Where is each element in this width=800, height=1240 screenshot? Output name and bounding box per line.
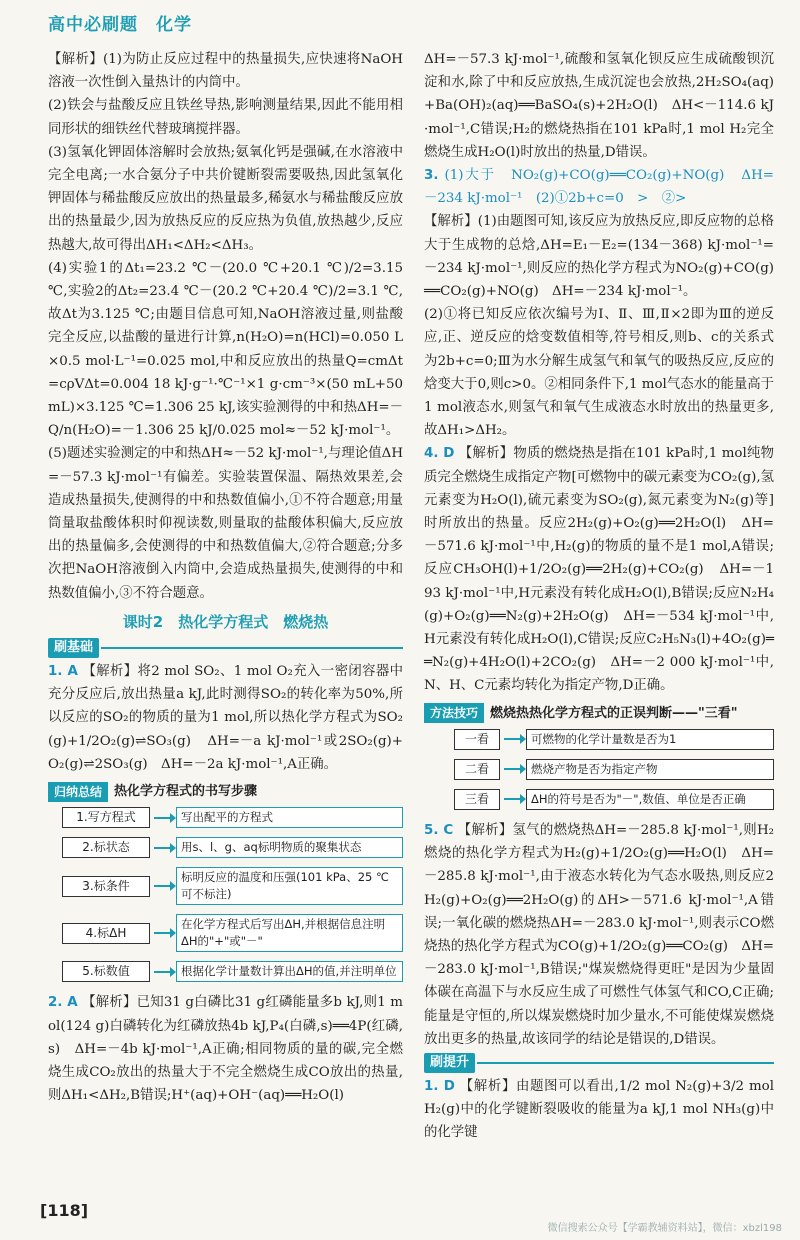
check-key: 二看: [454, 759, 500, 780]
step-value: 标明反应的温度和压强(101 kPa、25 ℃可不标注): [176, 867, 403, 905]
step-key: 3.标条件: [62, 876, 150, 897]
arrow-icon: [154, 847, 172, 849]
paragraph: 【解析】(1)由题图可知,该反应为放热反应,即反应物的总格大于生成物的总焓,ΔH=E₁－E₂=(134－368) kJ·mol⁻¹=－234 kJ·mol⁻¹,则反应的热化学方程式为NO₂(g)+CO(g)══CO₂(g)+NO(g) ΔH=－234 kJ·mol⁻¹。: [424, 214, 774, 300]
answer-text: 【解析】将2 mol SO₂、1 mol O₂充入一密闭容器中充分反应后,放出热量a kJ,此时测得SO₂的转化率为50%,所以反应的SO₂的物质的量为1 mol,所以热化学方程式为SO₂(g)+1/2O₂(g)⇌SO₃(g) ΔH=－a kJ·mol⁻¹或2SO₂(g)+O₂(g)⇌2SO₃(g) ΔH=－2a kJ·mol⁻¹,A正确。: [48, 664, 404, 772]
paragraph: (5)题述实验测定的中和热ΔH≈－52 kJ·mol⁻¹,与理论值ΔH=－57.3 kJ·mol⁻¹有偏差。实验装置保温、隔热效果差,会造成热量损失,使测得的中和热数值偏小,①不符合题意;用量筒量取盐酸体积时仰视读数,则量取的盐酸体积偏大,反应放出的热量偏多,会使测得的中和热数值偏大,②符合题意;分多次把NaOH溶液倒入内筒中,会造成热量损失,使测得的中和热数值偏小,③不符合题意。: [48, 446, 403, 601]
check-value: ΔH的符号是否为"－",数值、单位是否正确: [526, 789, 774, 810]
step-row: [62, 961, 403, 982]
question-answer: [424, 819, 774, 1051]
step-key: 5.标数值: [62, 961, 150, 982]
arrow-icon: [504, 768, 522, 770]
step-value: 写出配平的方程式: [176, 807, 403, 828]
summary-title: 热化学方程式的书写步骤: [114, 784, 258, 800]
section-badge: 刷提升: [424, 1053, 475, 1073]
step-row: [62, 837, 403, 858]
section-header-basic: [48, 638, 403, 658]
answer-text: 【解析】氢气的燃烧热ΔH=－285.8 kJ·mol⁻¹,则H₂燃烧的热化学方程式为H₂(g)+1/2O₂(g)══H₂O(l) ΔH=－285.8 kJ·mol⁻¹,由于液态水转化为气态水吸热,则反应2H₂(g)+O₂(g)══2H₂O(g)的ΔH>－571.6 kJ·mol⁻¹,A错误;一氧化碳的燃烧热ΔH=－283.0 kJ·mol⁻¹,则表示CO燃烧热的热化学方程式为CO(g)+1/2O₂(g)══CO₂(g) ΔH=－283.0 kJ·mol⁻¹,B错误;"煤炭燃烧得更旺"是因为少量固体碳在高温下与水反应生成了可燃性气体氢气和CO,C正确;能量是守恒的,所以煤炭燃烧时加少量水,不可能使煤炭燃烧放出更多的热量,故该同学的结论是错误的,D错误。: [424, 822, 774, 1047]
arrow-icon: [154, 932, 172, 934]
step-row: [62, 914, 403, 952]
method-title: 燃烧热热化学方程式的正误判断——"三看": [490, 705, 738, 721]
section-header-up: [424, 1053, 774, 1073]
step-key: 2.标状态: [62, 837, 150, 858]
question-answer: [48, 991, 403, 1107]
summary-bar: [48, 780, 403, 803]
steps-diagram: [62, 807, 403, 982]
answer-text: 【解析】物质的燃烧热是指在101 kPa时,1 mol纯物质完全燃烧生成指定产物[可燃物中的碳元素变为CO₂(g),氢元素变为H₂O(l),硫元素变为SO₂(g),氮元素变为N₂(g)等]时所放出的热量。反应2H₂(g)+O₂(g)══2H₂O(l) ΔH=－571.6 kJ·mol⁻¹中,H₂(g)的物质的量不是1 mol,A错误;反应CH₃OH(l)+1/2O₂(g)══2H₂(g)+CO₂(g) ΔH=－193 kJ·mol⁻¹中,H元素没有转化成H₂O(l),B错误;反应N₂H₄(g)+O₂(g)══N₂(g)+2H₂O(g) ΔH=－534 kJ·mol⁻¹中,H元素没有转化成H₂O(l),C错误;反应C₂H₅N₃(l)+4O₂(g)══N₂(g)+4H₂O(l)+2CO₂(g) ΔH=－2 000 kJ·mol⁻¹中,N、H、C元素均转化为指定产物,D正确。: [424, 446, 774, 694]
answer-text: 【解析】已知31 g白磷比31 g红磷能量多b kJ,则1 mol(124 g)白磷转化为红磷放热4b kJ,P₄(白磷,s)══4P(红磷,s) ΔH=－4b kJ·mol⁻¹,A正确;相同物质的量的碳,完全燃烧生成CO₂放出的热量大于不完全燃烧生成CO放出的热量,则ΔH₁<ΔH₂,B错误;H⁺(aq)+OH⁻(aq)══H₂O(l): [48, 995, 403, 1104]
page-number-value: 118: [47, 1201, 81, 1220]
check-row: [454, 729, 774, 750]
lesson-title: 课时2 热化学方程式 燃烧热: [122, 612, 329, 631]
step-value: 根据化学计量数计算出ΔH的值,并注明单位: [176, 961, 403, 982]
question-answer: [424, 442, 774, 697]
check-row: [454, 759, 774, 780]
check-key: 一看: [454, 729, 500, 750]
right-column: [424, 48, 774, 1145]
question-number: 1. D: [424, 1078, 455, 1094]
arrow-icon: [504, 738, 522, 740]
step-row: [62, 807, 403, 828]
paragraph: (3)氢氧化钾固体溶解时会放热;氨氧化钙是强碱,在水溶液中完全电离;一水合氨分子中共价键断裂需要吸热,因此氢氧化钾固体与稀盐酸反应放出的热量最多,稀氨水与稀盐酸反应放出的热量最少,因为放热反应的反应热为负值,放热越少,反应热越大,故可得出ΔH₁<ΔH₂<ΔH₃。: [48, 144, 403, 253]
question-answer: [424, 1075, 774, 1145]
question-answer: [424, 164, 774, 210]
page-number: [118]: [40, 1201, 89, 1220]
summary-badge: 归纳总结: [48, 782, 108, 802]
section-line: [477, 1062, 774, 1064]
question-number: 3.: [424, 168, 439, 184]
check-value: 燃烧产物是否为指定产物: [526, 759, 774, 780]
check-key: 三看: [454, 789, 500, 810]
answer-text: 【解析】由题图可以看出,1/2 mol N₂(g)+3/2 mol H₂(g)中的化学键断裂吸收的能量为a kJ,1 mol NH₃(g)中的化学键: [424, 1078, 774, 1141]
check-value: 可燃物的化学计量数是否为1: [526, 729, 774, 750]
arrow-icon: [154, 885, 172, 887]
arrow-icon: [154, 817, 172, 819]
step-key: 4.标ΔH: [62, 923, 150, 944]
answer-key: (1)大于 NO₂(g)+CO(g)══CO₂(g)+NO(g) ΔH=－234 kJ·mol⁻¹ (2)①2b+c=0 > ②>: [424, 168, 774, 207]
step-key: 1.写方程式: [62, 807, 150, 828]
check-row: [454, 789, 774, 810]
paragraph: (4)实验1的Δt₁=23.2 ℃－(20.0 ℃+20.1 ℃)/2=3.15 ℃,实验2的Δt₂=23.4 ℃－(20.2 ℃+20.4 ℃)/2=3.1 ℃,故Δt为3.125 ℃;由题目信息可知,NaOH溶液过量,则盐酸完全反应,以盐酸的量进行计算,n(H₂O)=n(HCl)=0.050 L×0.5 mol·L⁻¹=0.025 mol,中和反应放出的热量Q=cmΔt=cρVΔt=0.004 18 kJ·g⁻¹·℃⁻¹×1 g·cm⁻³×(50 mL+50 mL)×3.125 ℃=1.306 25 kJ,该实验测得的中和热ΔH=－Q/n(H₂O)=－1.306 25 kJ/0.025 mol≈－52 kJ·mol⁻¹。: [48, 260, 403, 439]
section-line: [101, 647, 403, 649]
paragraph: (2)铁会与盐酸反应且铁丝导热,影响测量结果,因此不能用相同形状的细铁丝代替玻璃搅拌器。: [48, 98, 403, 137]
paragraph: 【解析】(1)为防止反应过程中的热量损失,应快速将NaOH溶液一次性倒入量热计的内筒中。: [48, 52, 403, 91]
watermark-footer: 微信搜索公众号【学霸教辅资料站】，微信：xbzl198: [547, 1223, 782, 1234]
left-column: [48, 48, 403, 1107]
question-number: 5. C: [424, 822, 454, 838]
paragraph: ΔH=－57.3 kJ·mol⁻¹,硫酸和氢氧化钡反应生成硫酸钡沉淀和水,除了中和反应放热,生成沉淀也会放热,2H₂SO₄(aq)+Ba(OH)₂(aq)══BaSO₄(s)+2H₂O(l) ΔH<－114.6 kJ·mol⁻¹,C错误;H₂的燃烧热指在101 kPa时,1 mol H₂完全燃烧生成H₂O(l)时放出的热量,D错误。: [424, 52, 774, 160]
paragraph: (2)①将已知反应依次编号为Ⅰ、Ⅱ、Ⅲ,Ⅱ×2即为Ⅲ的逆反应,正、逆反应的焓变数值相等,符号相反,则b、c的关系式为2b+c=0;Ⅲ为水分解生成氢气和氧气的吸热反应,反应的焓变大于0,则c>0。②相同条件下,1 mol气态水的能量高于1 mol液态水,则氢气和氧气生成液态水时放出的热量更多,故ΔH₁>ΔH₂。: [424, 307, 774, 439]
question-number: 1. A: [48, 664, 78, 680]
question-number: 4. D: [424, 446, 455, 462]
method-badge: 方法技巧: [424, 703, 484, 723]
arrow-icon: [504, 798, 522, 800]
step-value: 在化学方程式后写出ΔH,并根据信息注明ΔH的"+"或"－": [176, 914, 403, 952]
question-number: 2. A: [48, 995, 78, 1011]
three-checks-diagram: [454, 729, 774, 810]
step-value: 用s、l、g、aq标明物质的聚集状态: [176, 837, 403, 858]
arrow-icon: [154, 971, 172, 973]
question-answer: [48, 660, 403, 776]
book-header: 高中必刷题 化学: [48, 15, 192, 35]
section-badge: 刷基础: [48, 638, 99, 658]
method-bar: [424, 702, 774, 725]
step-row: [62, 867, 403, 905]
